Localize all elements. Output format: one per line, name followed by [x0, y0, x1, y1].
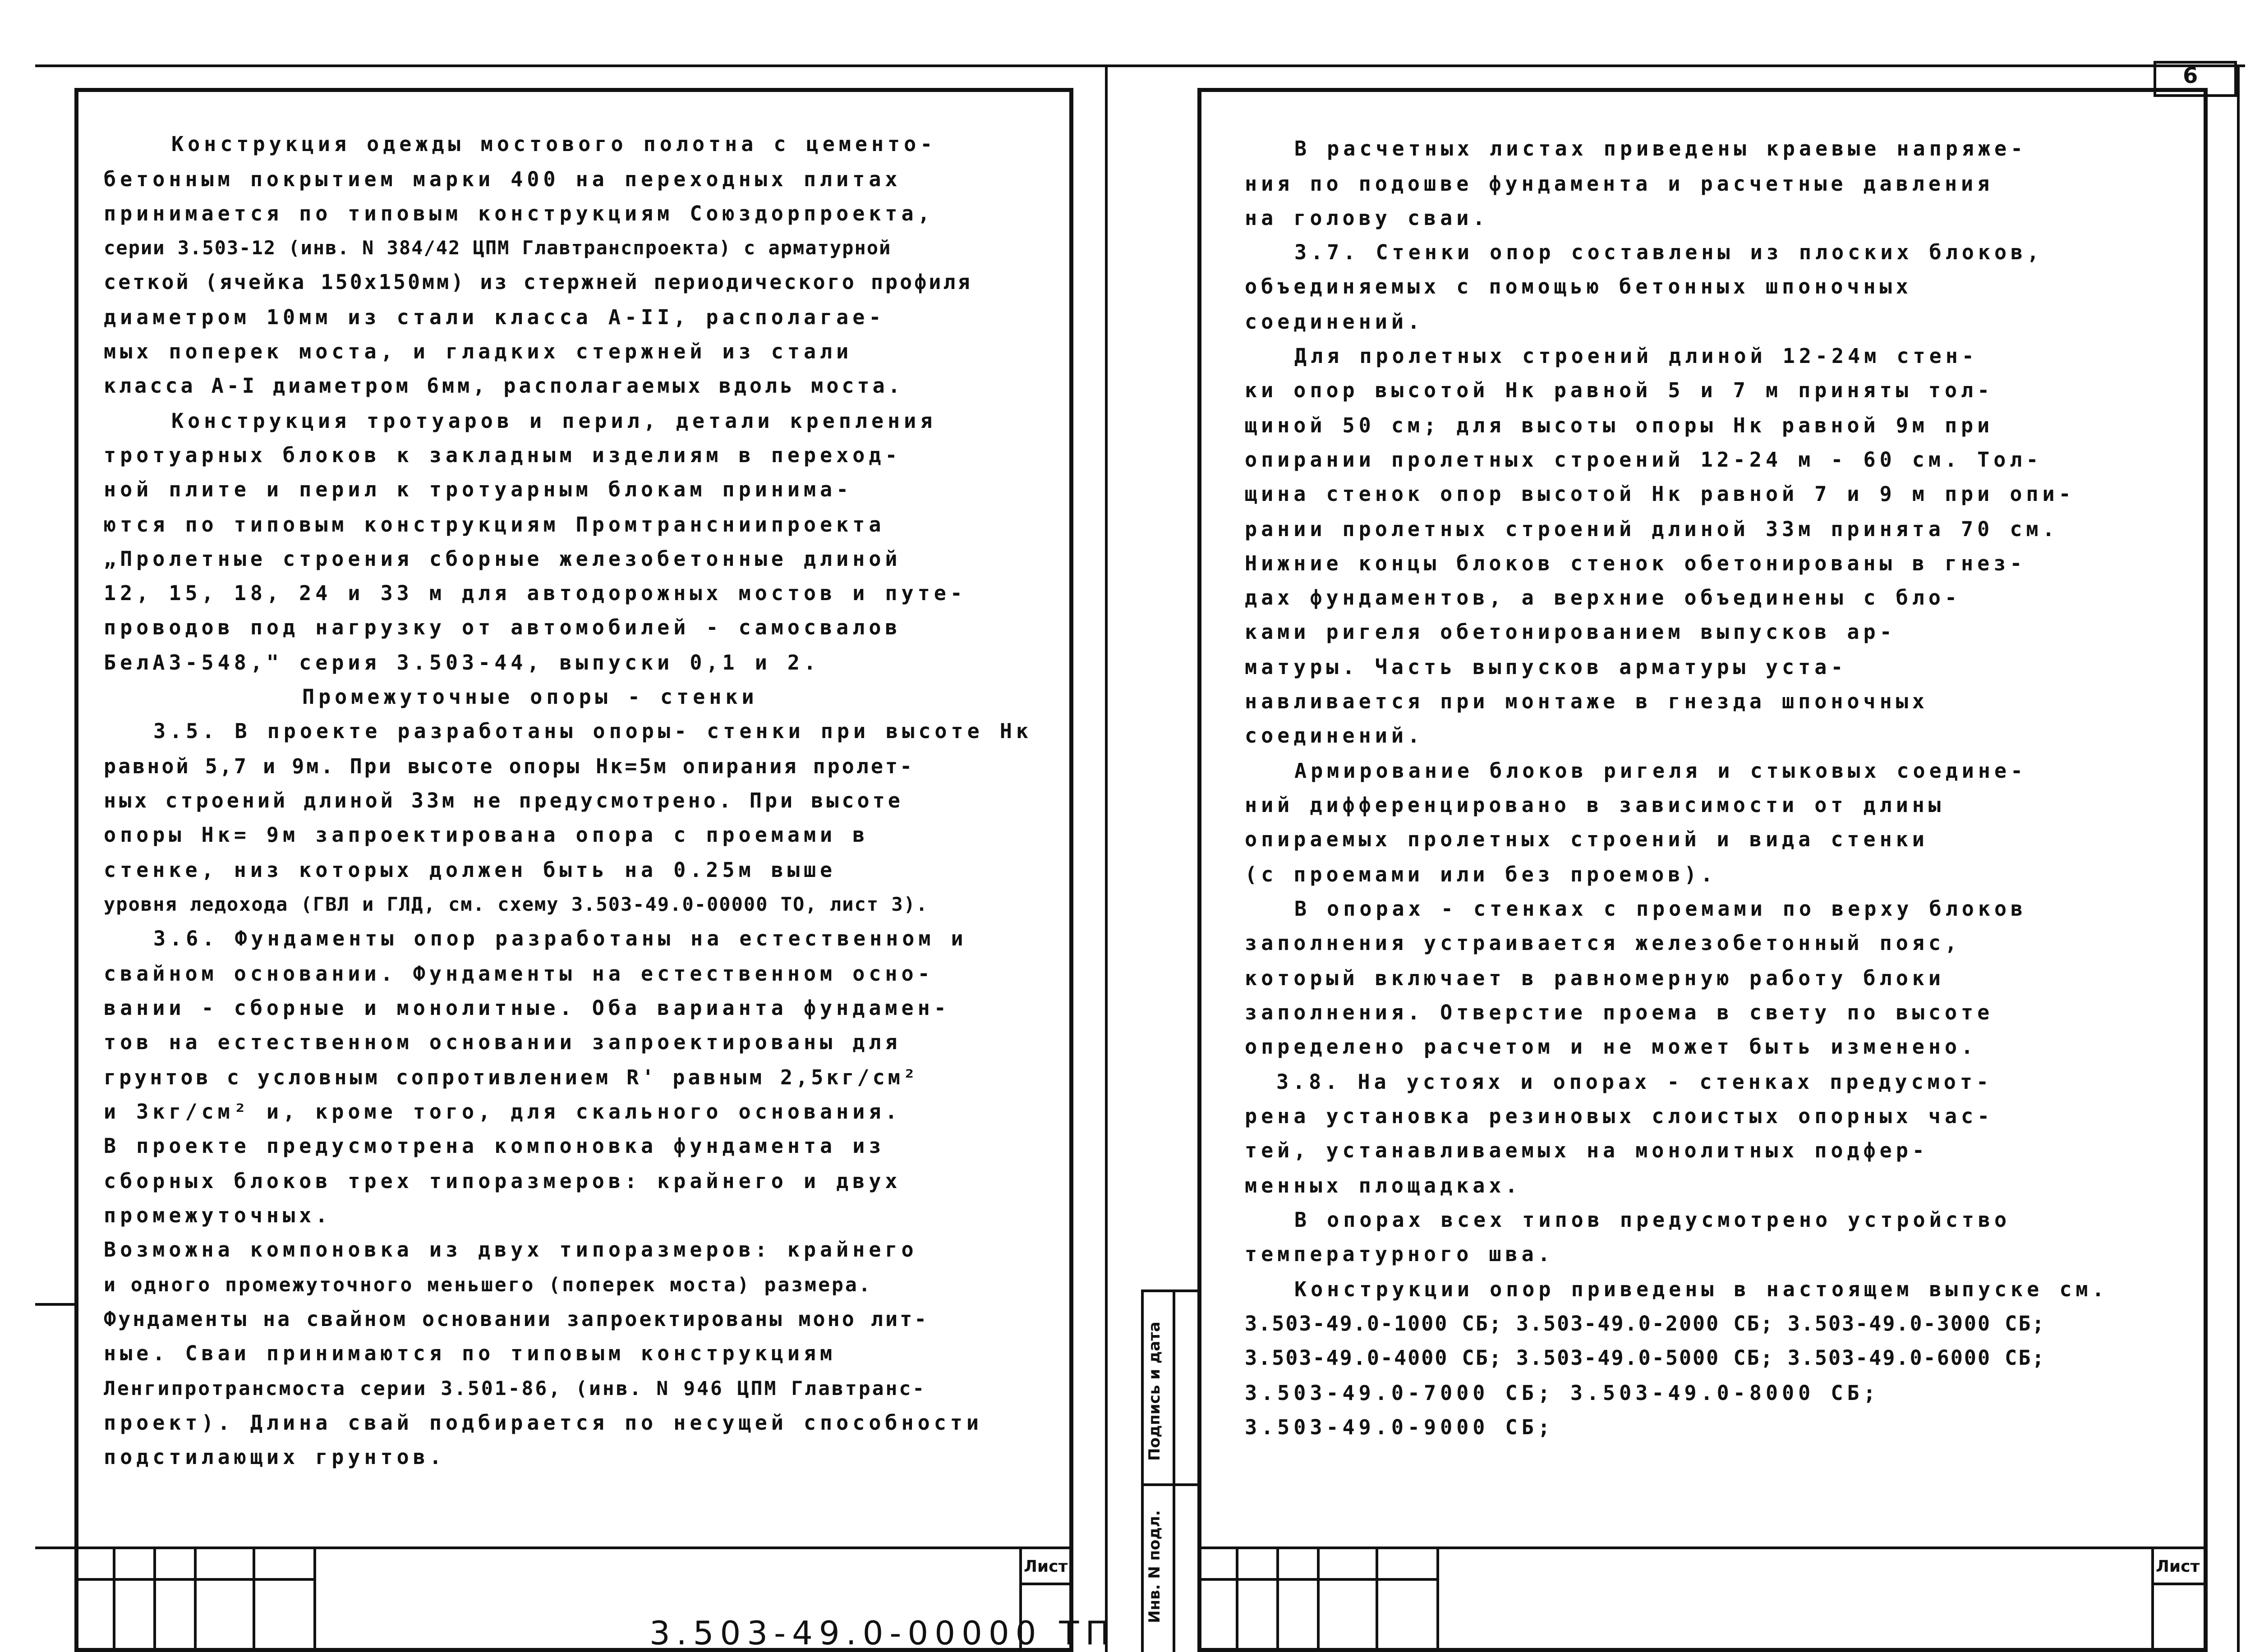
center-divider: [1105, 64, 1108, 1652]
text-line: равной 5,7 и 9м. При высоте опоры Нк=5м опирания пролет-: [104, 754, 915, 778]
right-stamp-cell-divider: [1276, 1546, 1279, 1652]
text-line: заполнения устраивается железобетонный пояс,: [1245, 931, 1961, 955]
text-line: объединяемых с помощью бетонных шпоночных: [1245, 275, 1912, 298]
text-line: соединений.: [1245, 310, 1424, 334]
right-stamp-cell-divider: [1317, 1546, 1320, 1652]
left-sheet-label: Лист: [1024, 1557, 1068, 1576]
text-line: вании - сборные и монолитные. Оба варианта фундамен-: [104, 996, 950, 1020]
text-line: 12, 15, 18, 24 и 33 м для автодорожных мостов и путе-: [104, 581, 966, 605]
right-stamp-top-line: [1197, 1546, 2208, 1549]
right-stamp-cell-divider: [1436, 1546, 1439, 1652]
text-line: опоры Нк= 9м запроектирована опора с проемами в: [104, 823, 869, 847]
text-line: рании пролетных строений длиной 33м принята 70 см.: [1245, 517, 2059, 541]
section-heading: Промежуточные опоры - стенки: [302, 685, 758, 709]
text-line: опирании пролетных строений 12-24 м - 60 см. Тол-: [1245, 448, 2043, 472]
text-line: температурного шва.: [1245, 1242, 1554, 1266]
text-line: „Пролетные строения сборные железобетонные длиной: [104, 547, 902, 571]
text-line: подстилающих грунтов.: [104, 1445, 446, 1469]
text-line: Ленгипротрансмоста серии 3.501-86, (инв. N 946 ЦПМ Главтранс-: [104, 1377, 926, 1400]
page-number: 6: [2183, 63, 2198, 88]
text-line: соединений.: [1245, 724, 1424, 748]
text-line: 3.6. Фундаменты опор разработаны на естественном и: [153, 927, 967, 950]
text-line: Нижние концы блоков стенок обетонированы в гнез-: [1245, 551, 2026, 575]
text-line: дах фундаментов, а верхние объединены с бло-: [1245, 586, 1961, 610]
right-sheet-label: Лист: [2156, 1557, 2200, 1576]
text-line: стенке, низ которых должен быть на 0.25м выше: [104, 858, 837, 882]
text-line: 3.503-49.0-9000 СБ;: [1245, 1415, 1554, 1439]
text-line: бетонным покрытием марки 400 на переходных плитах: [104, 167, 902, 191]
text-line: определено расчетом и не может быть изменено.: [1245, 1035, 1978, 1059]
text-line: ки опор высотой Нк равной 5 и 7 м приняты тол-: [1245, 378, 1994, 402]
text-line: опираемых пролетных строений и вида стенки: [1245, 827, 1928, 851]
text-line: Армирование блоков ригеля и стыковых соедине-: [1294, 759, 2027, 783]
text-line: Фундаменты на свайном основании запроектированы моно лит-: [104, 1307, 929, 1331]
left-stamp-cell-divider: [253, 1546, 255, 1652]
text-line: БелАЗ-548," серия 3.503-44, выпуски 0,1 и 2.: [104, 651, 820, 675]
side-stamp-inner-line: [1173, 1289, 1175, 1652]
text-line: грунтов с условным сопротивлением R' равным 2,5кг/см²: [104, 1065, 919, 1089]
text-line: ний дифференцировано в зависимости от длины: [1245, 793, 1945, 817]
left-sheet-label-line: [1019, 1583, 1073, 1585]
right-stamp-cell-divider: [1376, 1546, 1378, 1652]
text-line: уровня ледохода (ГВЛ и ГЛД, см. схему 3.503-49.0-00000 ТО, лист 3).: [104, 893, 929, 915]
text-line: на голову сваи.: [1245, 206, 1489, 230]
right-column-text: [1245, 135, 2196, 1479]
top-rule: [35, 64, 2245, 67]
right-margin-line: [2237, 64, 2240, 1652]
text-line: ния по подошве фундамента и расчетные давления: [1245, 172, 1994, 196]
left-stamp-cell-divider: [153, 1546, 156, 1652]
text-line: ных строений длиной 33м не предусмотрено. При высоте: [104, 789, 903, 812]
text-line: заполнения. Отверстие проема в свету по высоте: [1245, 1000, 1994, 1024]
left-stamp-cell-divider: [113, 1546, 115, 1652]
text-line: навливается при монтаже в гнезда шпоночных: [1245, 689, 1928, 713]
text-line: Конструкция одежды мостового полотна с цементо-: [171, 132, 937, 156]
text-line: принимается по типовым конструкциям Союздорпроекта,: [104, 202, 934, 225]
left-edge-stub-line: [35, 1546, 74, 1549]
right-stamp-cell-divider: [1236, 1546, 1238, 1652]
text-line: ками ригеля обетонированием выпусков ар-: [1245, 620, 1896, 644]
text-line: (с проемами или без проемов).: [1245, 863, 1717, 886]
text-line: ной плите и перил к тротуарным блокам принима-: [104, 477, 853, 501]
text-line: 3.503-49.0-4000 СБ; 3.503-49.0-5000 СБ; 3.503-49.0-6000 СБ;: [1245, 1346, 2046, 1370]
side-stamp-left-line: [1141, 1289, 1144, 1652]
text-line: менных площадках.: [1245, 1174, 1522, 1198]
text-line: и одного промежуточного меньшего (поперек моста) размера.: [104, 1274, 872, 1296]
right-sheet-label-line: [2151, 1583, 2208, 1585]
text-line: свайном основании. Фундаменты на естественном осно-: [104, 962, 934, 986]
text-line: тов на естественном основании запроектированы для: [104, 1030, 902, 1054]
text-line: 3.7. Стенки опор составлены из плоских блоков,: [1294, 240, 2043, 264]
text-line: В расчетных листах приведены краевые напряже-: [1294, 137, 2027, 161]
side-stamp-inv-label: Инв. N подл.: [1146, 1510, 1164, 1623]
text-line: 3.503-49.0-1000 СБ; 3.503-49.0-2000 СБ; 3.503-49.0-3000 СБ;: [1245, 1312, 2046, 1335]
text-line: мых поперек моста, и гладких стержней из стали: [104, 340, 853, 363]
text-line: ются по типовым конструкциям Промтрансниипроекта: [104, 513, 885, 537]
text-line: промежуточных.: [104, 1203, 332, 1227]
text-line: Конструкции опор приведены в настоящем выпуске см.: [1294, 1277, 2108, 1301]
text-line: Возможна компоновка из двух типоразмеров: крайнего: [104, 1238, 918, 1262]
text-line: проводов под нагрузку от автомобилей - самосвалов: [104, 615, 902, 639]
text-line: ные. Сваи принимаются по типовым конструкциям: [104, 1341, 837, 1365]
text-line: 3.8. На устоях и опорах - стенках предусмот-: [1276, 1070, 1993, 1094]
text-line: В опорах всех типов предусмотрено устройство: [1294, 1208, 2011, 1232]
text-line: матуры. Часть выпусков арматуры уста-: [1245, 655, 1847, 679]
side-stamp-top-line: [1141, 1289, 1197, 1292]
text-line: рена установка резиновых слоистых опорных час-: [1245, 1104, 1994, 1128]
left-edge-stub-line: [35, 1303, 74, 1306]
left-column-text: [104, 131, 1055, 1483]
left-stamp-cell-divider: [194, 1546, 197, 1652]
side-stamp-divider: [1141, 1483, 1197, 1486]
text-line: 3.5. В проекте разработаны опоры- стенки при высоте Нк: [153, 719, 1032, 743]
side-stamp-sign-label: Подпись и дата: [1146, 1322, 1164, 1461]
text-line: проект). Длина свай подбирается по несущей способности: [104, 1411, 983, 1435]
text-line: диаметром 10мм из стали класса А-II, располагае-: [104, 305, 885, 329]
text-line: серии 3.503-12 (инв. N 384/42 ЦПМ Главтранспроекта) с арматурной: [104, 237, 892, 259]
text-line: и 3кг/см² и, кроме того, для скального основания.: [104, 1100, 902, 1124]
left-stamp-top-line: [74, 1546, 1073, 1549]
text-line: тротуарных блоков к закладным изделиям в переход-: [104, 443, 902, 467]
text-line: Конструкция тротуаров и перил, детали крепления: [171, 409, 937, 433]
text-line: Для пролетных строений длиной 12-24м стен-: [1294, 344, 1978, 368]
text-line: класса А-I диаметром 6мм, располагаемых вдоль моста.: [104, 374, 903, 398]
text-line: сборных блоков трех типоразмеров: крайнего и двух: [104, 1169, 902, 1193]
text-line: В проекте предусмотрена компоновка фундамента из: [104, 1134, 885, 1158]
text-line: тей, устанавливаемых на монолитных подфер-: [1245, 1138, 1928, 1162]
text-line: щиной 50 см; для высоты опоры Нк равной 9м при: [1245, 413, 1994, 437]
right-stamp-cell-divider: [2151, 1546, 2154, 1652]
text-line: В опорах - стенках с проемами по верху блоков: [1294, 897, 2027, 921]
text-line: сеткой (ячейка 150х150мм) из стержней периодического профиля: [104, 270, 972, 294]
text-line: который включает в равномерную работу блоки: [1245, 966, 1945, 990]
text-line: щина стенок опор высотой Нк равной 7 и 9 м при опи-: [1245, 482, 2075, 506]
left-stamp-cell-divider: [313, 1546, 316, 1652]
text-line: 3.503-49.0-7000 СБ; 3.503-49.0-8000 СБ;: [1245, 1381, 1880, 1405]
doc-code: 3.503-49.0-00000 ТП: [649, 1614, 1116, 1652]
